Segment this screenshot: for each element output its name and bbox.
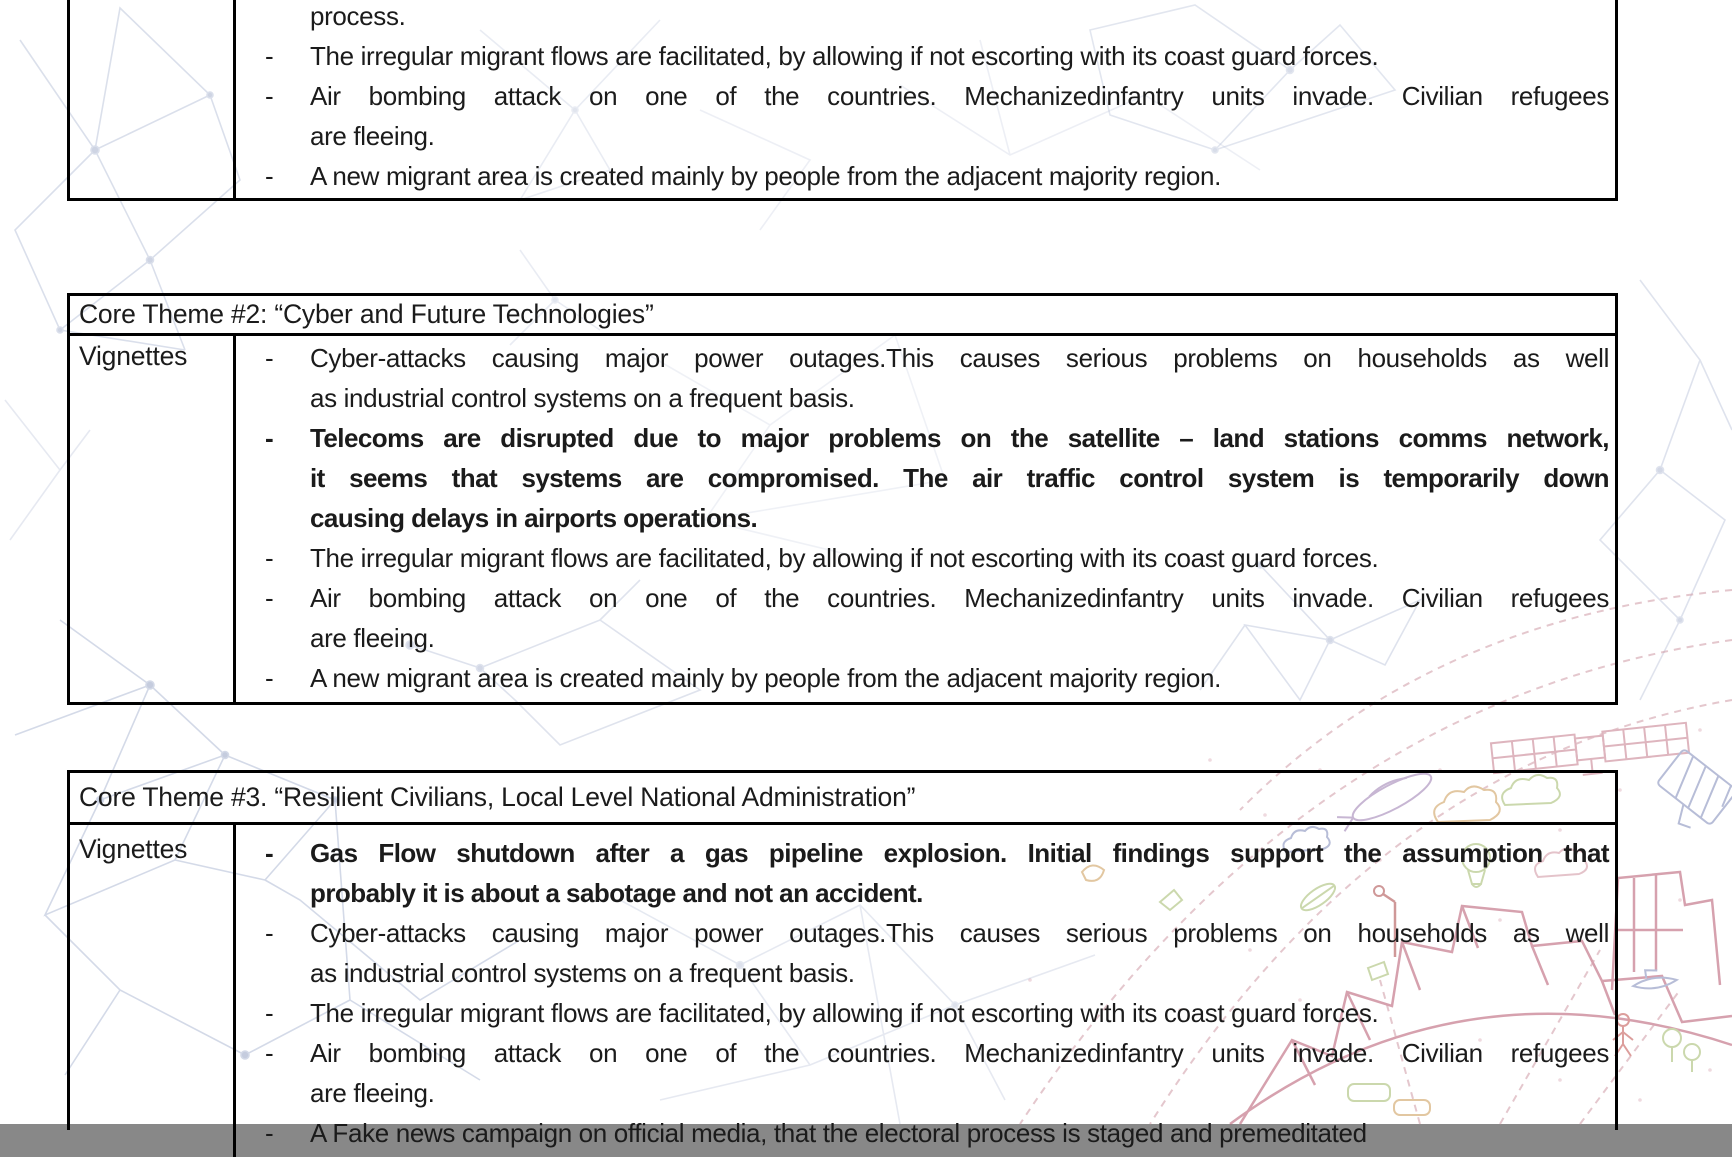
vignette-line: probably it is about a sabotage and not an accident.: [310, 878, 923, 908]
vignette-item: [236, 578, 1609, 658]
vignette-line: Cyber-attacks causing major power outages.This causes serious problems on households as well: [310, 918, 1609, 948]
vignette-line: Telecoms are disrupted due to major problems on the satellite – land stations comms network,: [310, 423, 1609, 453]
vignette-table-partial: [67, 0, 1618, 201]
vignette-line: A new migrant area is created mainly by people from the adjacent majority region.: [310, 663, 1222, 693]
bullet-dash: -: [265, 543, 274, 573]
vignette-item: [236, 338, 1609, 418]
vignette-line: process.: [310, 1, 406, 31]
vignette-item: [236, 658, 1609, 698]
vignette-line: Cyber-attacks causing major power outages.This causes serious problems on households as well: [310, 343, 1609, 373]
vignette-line: A new migrant area is created mainly by people from the adjacent majority region.: [310, 161, 1222, 191]
bullet-dash: -: [265, 81, 274, 111]
bullet-dash: -: [265, 1038, 274, 1068]
vignette-line: it seems that systems are compromised. The air traffic control system is temporarily down: [310, 463, 1609, 493]
vignette-line: The irregular migrant flows are facilitated, by allowing if not escorting with its coast guard forces.: [310, 41, 1379, 71]
row-label-cell: [70, 336, 236, 702]
vignette-item: [236, 0, 1609, 36]
vignette-line: Air bombing attack on one of the countries. Mechanizedinfantry units invade. Civilian refugees: [310, 81, 1609, 111]
table-row: [70, 336, 1615, 702]
vignette-line: are fleeing.: [310, 1078, 435, 1108]
table-header-label: Core Theme #3. “Resilient Civilians, Local Level National Administration”: [79, 782, 916, 812]
table-row: [70, 825, 1615, 1157]
vignette-item: [236, 993, 1609, 1033]
vignette-line: The irregular migrant flows are facilitated, by allowing if not escorting with its coast guard forces.: [310, 543, 1379, 573]
vignette-table-core-theme-3: [67, 770, 1618, 1148]
vignette-item: [236, 156, 1609, 196]
vignette-line: as industrial control systems on a frequent basis.: [310, 958, 855, 988]
vignettes-cell: [236, 336, 1615, 702]
row-label-cell: [70, 0, 236, 198]
vignette-item: [236, 418, 1609, 538]
bullet-dash: -: [265, 161, 274, 191]
vignette-line: A Fake news campaign on official media, that the electoral process is staged and premeditated: [310, 1118, 1367, 1148]
vignette-line: are fleeing.: [310, 623, 435, 653]
vignette-item: [236, 833, 1609, 913]
vignette-line: Air bombing attack on one of the countries. Mechanizedinfantry units invade. Civilian refugees: [310, 1038, 1609, 1068]
bullet-dash: -: [265, 838, 274, 868]
vignette-item: [236, 36, 1609, 76]
bullet-dash: -: [265, 41, 274, 71]
bullet-dash: -: [265, 583, 274, 613]
vignette-line: are fleeing.: [310, 121, 435, 151]
vignette-line: Gas Flow shutdown after a gas pipeline explosion. Initial findings support the assumption that: [310, 838, 1609, 868]
vignette-line: The irregular migrant flows are facilitated, by allowing if not escorting with its coast guard forces.: [310, 998, 1379, 1028]
vignette-item: [236, 538, 1609, 578]
row-label: Vignettes: [79, 341, 188, 371]
table-header: [70, 773, 1615, 825]
bullet-dash: -: [265, 343, 274, 373]
vignettes-cell: [236, 0, 1615, 198]
bullet-dash: -: [265, 998, 274, 1028]
vignettes-cell: [236, 825, 1615, 1157]
vignette-item: [236, 1033, 1609, 1113]
row-label-cell: [70, 825, 236, 1157]
vignette-item: [236, 1113, 1609, 1153]
vignette-line: as industrial control systems on a frequent basis.: [310, 383, 855, 413]
bullet-dash: -: [265, 1118, 274, 1148]
table-header: [70, 296, 1615, 336]
table-header-label: Core Theme #2: “Cyber and Future Technologies”: [79, 299, 654, 329]
bullet-dash: -: [265, 423, 274, 453]
vignette-item: [236, 76, 1609, 156]
vignette-item: [236, 913, 1609, 993]
row-label: Vignettes: [79, 834, 188, 864]
vignette-line: Air bombing attack on one of the countries. Mechanizedinfantry units invade. Civilian refugees: [310, 583, 1609, 613]
vignette-line: causing delays in airports operations.: [310, 503, 758, 533]
bullet-dash: -: [265, 663, 274, 693]
vignette-table-core-theme-2: [67, 293, 1618, 705]
table-row: [70, 0, 1615, 198]
bullet-dash: -: [265, 918, 274, 948]
